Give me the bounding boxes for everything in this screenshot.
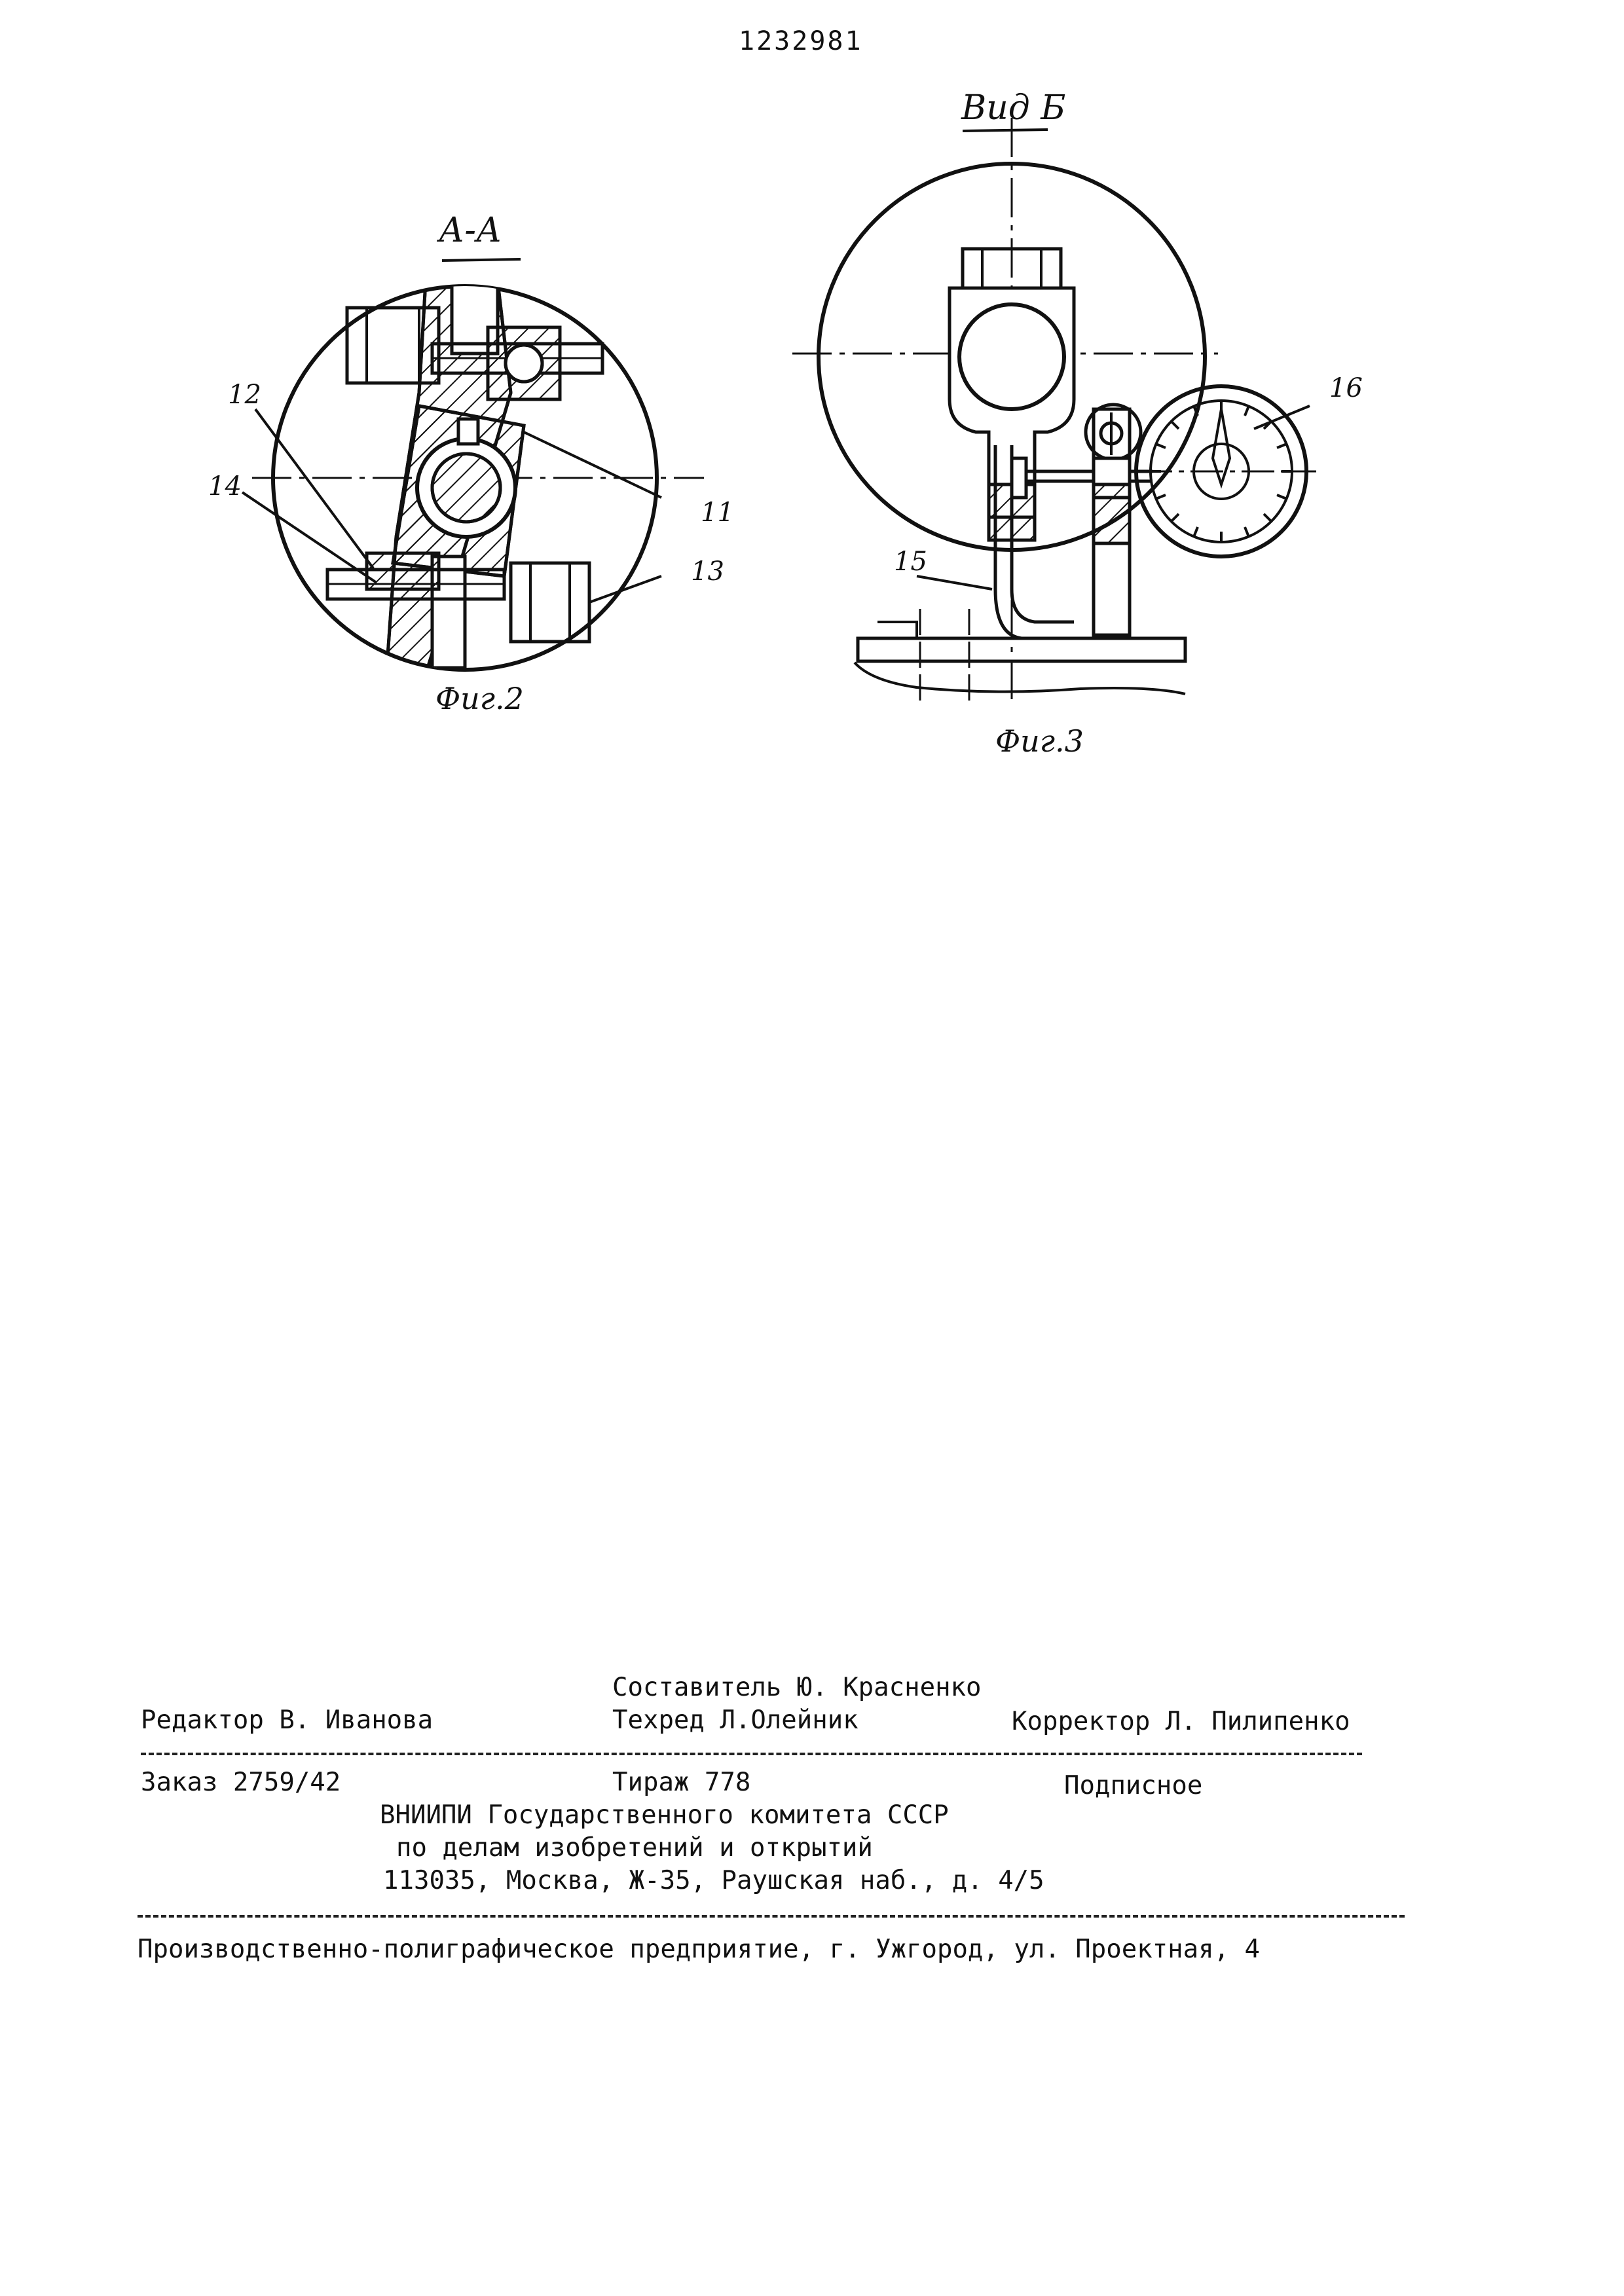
patent-number: 1232981	[739, 26, 863, 56]
figure2-caption: Фиг.2	[435, 681, 524, 716]
figure2-section-drawing	[242, 259, 704, 674]
figure3-view-drawing	[792, 118, 1316, 707]
figure3-callout-16: 16	[1329, 373, 1363, 403]
figure2-callout-12: 12	[228, 380, 261, 410]
figure2-section-title: А-А	[439, 211, 502, 250]
imprint-editor: Редактор В. Иванова	[141, 1705, 433, 1735]
figure3-caption: Фиг.3	[995, 723, 1084, 759]
figure3-view-title: Вид Б	[961, 88, 1065, 128]
imprint-rule-top	[141, 1753, 1362, 1755]
imprint-compiler: Составитель Ю. Красненко	[612, 1673, 982, 1702]
imprint-org-line2: по делам изобретений и открытий	[396, 1833, 873, 1863]
imprint-subscription: Подписное	[1064, 1771, 1202, 1800]
imprint-printer: Производственно-полиграфическое предприятие, г. Ужгород, ул. Проектная, 4	[138, 1935, 1260, 1964]
imprint-rule-bottom	[138, 1915, 1405, 1918]
imprint-techred: Техред Л.Олейник	[612, 1705, 858, 1735]
imprint-org-address: 113035, Москва, Ж-35, Раушская наб., д. 4/5	[383, 1866, 1044, 1895]
figure2-callout-11: 11	[701, 498, 734, 528]
figure2-callout-13: 13	[691, 556, 724, 587]
figure3-callout-15: 15	[894, 547, 927, 577]
imprint-org-line1: ВНИИПИ Государственного комитета СССР	[380, 1800, 949, 1830]
figure2-callout-14: 14	[208, 471, 242, 501]
imprint-corrector: Корректор Л. Пилипенко	[1012, 1707, 1350, 1736]
imprint-order: Заказ 2759/42	[141, 1768, 341, 1797]
imprint-circulation: Тираж 778	[612, 1768, 750, 1797]
